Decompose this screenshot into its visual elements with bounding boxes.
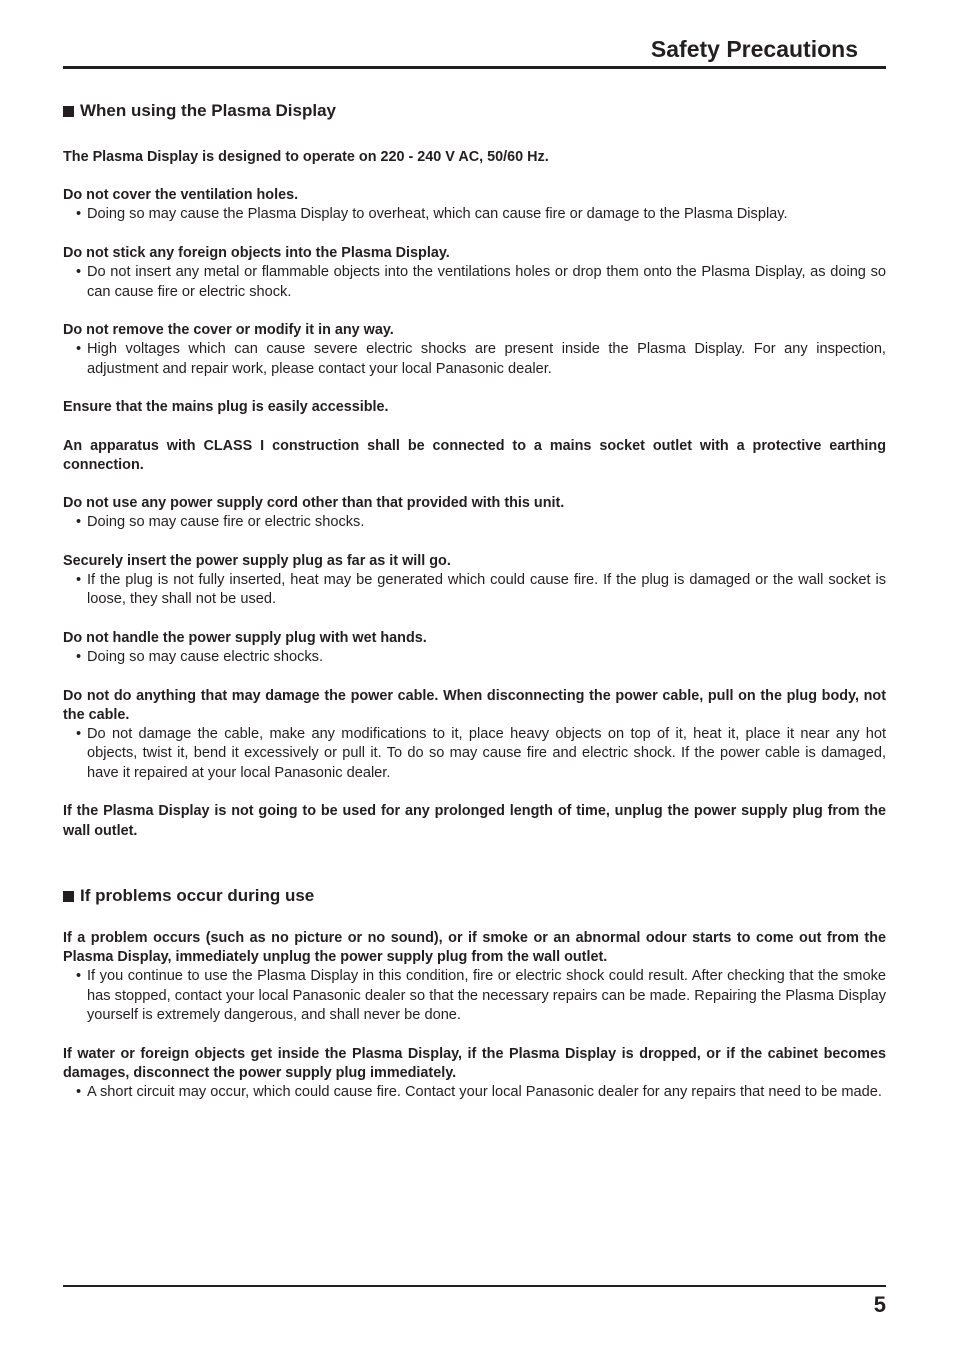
precaution-detail-text: Doing so may cause fire or electric shocks. <box>87 514 365 531</box>
precaution-title: Do not do anything that may damage the power cable. When disconnecting the power cable, pull on the plug body, not the cable. <box>63 687 886 723</box>
precaution-title: The Plasma Display is designed to operate on 220 - 240 V AC, 50/60 Hz. <box>63 149 549 165</box>
bullet-dot-icon: • <box>76 341 82 358</box>
precaution-detail-text: Doing so may cause electric shocks. <box>87 649 324 666</box>
precaution-title: If water or foreign objects get inside the Plasma Display, if the Plasma Display is dropped, or if the cabinet becomes damages, disconnect the power supply plug immediately. <box>63 1045 886 1082</box>
precaution-detail <box>63 513 886 533</box>
precaution-block <box>63 802 886 840</box>
section-plasma-display-use <box>63 99 886 860</box>
section-heading <box>63 884 886 908</box>
bullet-dot-icon: • <box>76 514 82 531</box>
precaution-detail-text: High voltages which can cause severe electric shocks are present inside the Plasma Display. For any inspection, adjustment and repair work, please contact your local Panasonic dealer. <box>87 341 886 377</box>
precaution-title: Securely insert the power supply plug as far as it will go. <box>63 552 451 569</box>
square-bullet-icon <box>63 106 74 117</box>
page-title: Safety Precautions <box>650 36 858 62</box>
precaution-block <box>63 244 886 302</box>
precaution-detail-text: Do not damage the cable, make any modifications to it, place heavy objects on top of it, heat it, place it near any hot objects, twist it, bend it excessively or pull it. To do so may cause fire and electric shock. If the power cable is damaged, have it repaired at your local Panasonic dealer. <box>87 725 886 781</box>
precaution-title: Do not stick any foreign objects into the Plasma Display. <box>63 244 450 261</box>
precaution-block <box>63 398 886 417</box>
precaution-detail-text: Doing so may cause the Plasma Display to overheat, which can cause fire or damage to the Plasma Display. <box>87 206 788 223</box>
precaution-title: Do not cover the ventilation holes. <box>63 187 299 204</box>
bullet-dot-icon: • <box>76 206 82 223</box>
section-heading-text: When using the Plasma Display <box>80 101 337 120</box>
precaution-title: An apparatus with CLASS I construction shall be connected to a mains socket outlet with a protective earthing connection. <box>63 437 886 473</box>
square-bullet-icon <box>63 891 74 902</box>
precaution-block <box>63 321 886 379</box>
precaution-detail <box>63 1083 886 1103</box>
precaution-detail <box>63 967 886 1026</box>
page-number: 5 <box>873 1292 886 1317</box>
precaution-detail-text: Do not insert any metal or flammable objects into the ventilations holes or drop them onto the Plasma Display, as doing so can cause fire or electric shock. <box>87 264 886 300</box>
precaution-detail-text: A short circuit may occur, which could cause fire. Contact your local Panasonic dealer for any repairs that need to be made. <box>87 1084 882 1101</box>
bullet-dot-icon: • <box>76 725 82 742</box>
bullet-dot-icon: • <box>76 649 82 666</box>
precaution-block <box>63 437 886 475</box>
bullet-dot-icon: • <box>76 968 82 985</box>
bullet-dot-icon: • <box>76 264 82 281</box>
bullet-dot-icon: • <box>76 1084 82 1101</box>
precaution-detail <box>63 725 886 784</box>
precaution-detail <box>63 263 886 302</box>
precaution-detail-text: If you continue to use the Plasma Display in this condition, fire or electric shock could result. After checking that the smoke has stopped, contact your local Panasonic dealer so that the necessary repairs can be made. Repairing the Plasma Display yourself is extremely dangerous, and shall never be done. <box>87 968 886 1024</box>
precaution-block <box>63 929 886 1026</box>
precaution-block <box>63 629 886 668</box>
precaution-detail <box>63 340 886 379</box>
precaution-title: Ensure that the mains plug is easily accessible. <box>63 399 389 416</box>
precaution-block <box>63 687 886 784</box>
precaution-title: Do not remove the cover or modify it in any way. <box>63 322 394 339</box>
precaution-block <box>63 148 886 167</box>
precaution-title: Do not use any power supply cord other than that provided with this unit. <box>63 494 565 511</box>
precaution-block <box>63 552 886 610</box>
precaution-detail <box>63 648 886 668</box>
header-rule <box>63 66 886 69</box>
footer-rule <box>63 1285 886 1287</box>
section-problems-during-use <box>63 884 886 1122</box>
section-heading-text: If problems occur during use <box>80 886 315 905</box>
precaution-block <box>63 494 886 533</box>
bullet-dot-icon: • <box>76 571 82 588</box>
precaution-block <box>63 186 886 225</box>
section-heading <box>63 99 886 123</box>
precaution-title: If the Plasma Display is not going to be used for any prolonged length of time, unplug the power supply plug from the wall outlet. <box>63 803 886 839</box>
precaution-title: Do not handle the power supply plug with wet hands. <box>63 629 427 646</box>
precaution-detail-text: If the plug is not fully inserted, heat may be generated which could cause fire. If the plug is damaged or the wall socket is loose, they shall not be used. <box>87 571 886 608</box>
precaution-block <box>63 1045 886 1103</box>
precaution-title: If a problem occurs (such as no picture or no sound), or if smoke or an abnormal odour starts to come out from the Plasma Display, immediately unplug the power supply plug from the wall outlet. <box>63 930 886 966</box>
precaution-detail <box>63 205 886 225</box>
precaution-detail <box>63 571 886 610</box>
